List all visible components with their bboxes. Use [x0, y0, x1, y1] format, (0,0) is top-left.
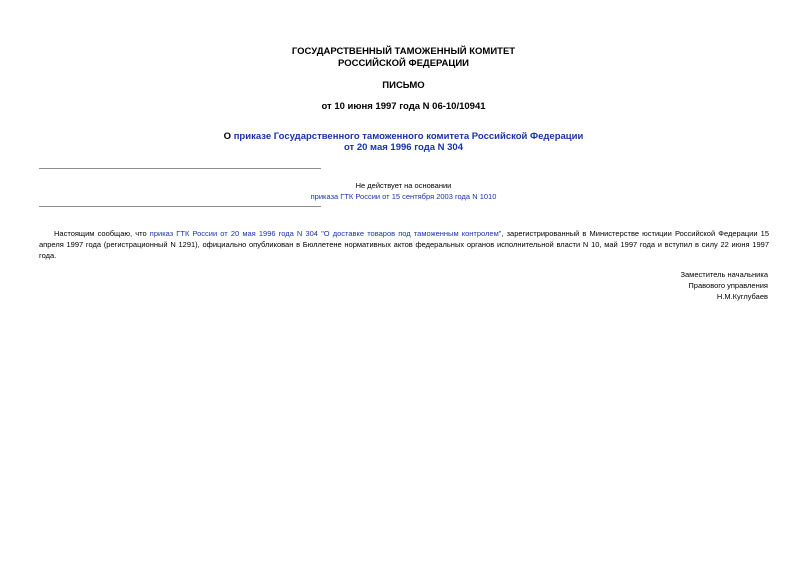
- signature-name: Н.М.Куглубаев: [716, 292, 768, 301]
- status-note: [0, 180, 807, 202]
- status-note-link[interactable]: приказа ГТК России от 15 сентября 2003 года N 1010: [310, 192, 497, 201]
- document-date: от 10 июня 1997 года N 06-10/10941: [321, 101, 486, 112]
- signature-position-line-2: Правового управления: [688, 281, 768, 290]
- body-order-link[interactable]: приказ ГТК России от 20 мая 1996 года N 304 "О доставке товаров под таможенным контролем": [149, 229, 502, 238]
- body-paragraph: [39, 228, 769, 261]
- signature-position-line-1: Заместитель начальника: [680, 270, 768, 279]
- subject-link[interactable]: [234, 131, 584, 153]
- subject-link-line-1: приказе Государственного таможенного комитета Российской Федерации: [233, 131, 584, 142]
- document-type: ПИСЬМО: [382, 80, 425, 91]
- divider-top: [39, 168, 321, 169]
- organization-name: [0, 46, 807, 70]
- body-text-start: Настоящим сообщаю, что: [54, 229, 150, 238]
- subject-link-line-2: от 20 мая 1996 года N 304: [343, 142, 464, 153]
- body-text-end: , зарегистрированный в Министерстве юстиции Российской Федерации 15 апреля 1997 года (регистрационный N 1291), официально опубликован в Бюллетене нормативных актов федеральных органов исполнительной власти N 10, май 1997 года и вступил в силу 22 июня 1997 года.: [39, 229, 770, 260]
- organization-line-2: РОССИЙСКОЙ ФЕДЕРАЦИИ: [337, 58, 469, 69]
- divider-bottom: [39, 206, 321, 207]
- document-subject: [0, 131, 807, 153]
- status-note-text: Не действует на основании: [355, 181, 452, 190]
- signature-block: [468, 269, 768, 302]
- organization-line-1: ГОСУДАРСТВЕННЫЙ ТАМОЖЕННЫЙ КОМИТЕТ: [291, 46, 516, 57]
- subject-prefix: О: [223, 131, 234, 142]
